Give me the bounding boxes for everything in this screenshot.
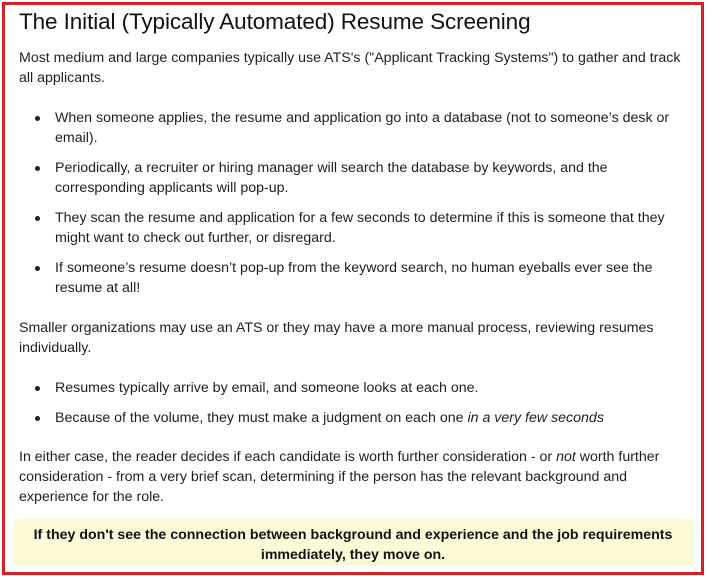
page-title: The Initial (Typically Automated) Resume Screening	[19, 9, 531, 34]
list-item	[19, 408, 689, 428]
callout-text: If they don't see the connection between background and experience and the job requirements immediately, they move on.	[33, 527, 673, 563]
intro-paragraph: Most medium and large companies typically use ATS's ("Applicant Tracking Systems") to gather and track all applicants.	[19, 50, 681, 86]
conclusion-text-end: worth further consideration - from a very brief scan, determining if the person has the relevant background and experience for the role.	[19, 449, 660, 505]
list-item-text: When someone applies, the resume and application go into a database (not to someone’s desk or email).	[55, 110, 670, 146]
bullet-dot-icon	[35, 416, 40, 421]
conclusion-emphasis: not	[556, 449, 576, 465]
list-item	[19, 258, 689, 298]
ats-bullet-list	[19, 108, 689, 298]
article-frame	[2, 2, 704, 575]
list-item-text: Periodically, a recruiter or hiring manager will search the database by keywords, and the corresponding applicants will pop-up.	[55, 160, 608, 196]
list-item	[19, 158, 689, 198]
list-item-text: If someone’s resume doesn’t pop-up from the keyword search, no human eyeballs ever see the resume at all!	[55, 260, 653, 296]
list-item-text: Because of the volume, they must make a judgment on each one	[55, 410, 468, 426]
list-item	[19, 208, 689, 248]
manual-bullet-list	[19, 378, 689, 428]
list-item-text: Resumes typically arrive by email, and someone looks at each one.	[55, 380, 479, 396]
list-item	[19, 108, 689, 148]
callout-box	[13, 519, 693, 566]
smaller-orgs-paragraph: Smaller organizations may use an ATS or they may have a more manual process, reviewing resumes individually.	[19, 320, 654, 356]
conclusion-text-start: In either case, the reader decides if each candidate is worth further consideration - or	[19, 449, 557, 465]
bullet-dot-icon	[35, 266, 40, 271]
bullet-dot-icon	[35, 116, 40, 121]
bullet-dot-icon	[35, 386, 40, 391]
list-item	[19, 378, 689, 398]
list-item-emphasis: in a very few seconds	[467, 410, 604, 426]
bullet-dot-icon	[35, 166, 40, 171]
list-item-text: They scan the resume and application for a few seconds to determine if this is someone that they might want to check out further, or disregard.	[55, 210, 665, 246]
bullet-dot-icon	[35, 216, 40, 221]
conclusion-paragraph	[19, 447, 685, 507]
